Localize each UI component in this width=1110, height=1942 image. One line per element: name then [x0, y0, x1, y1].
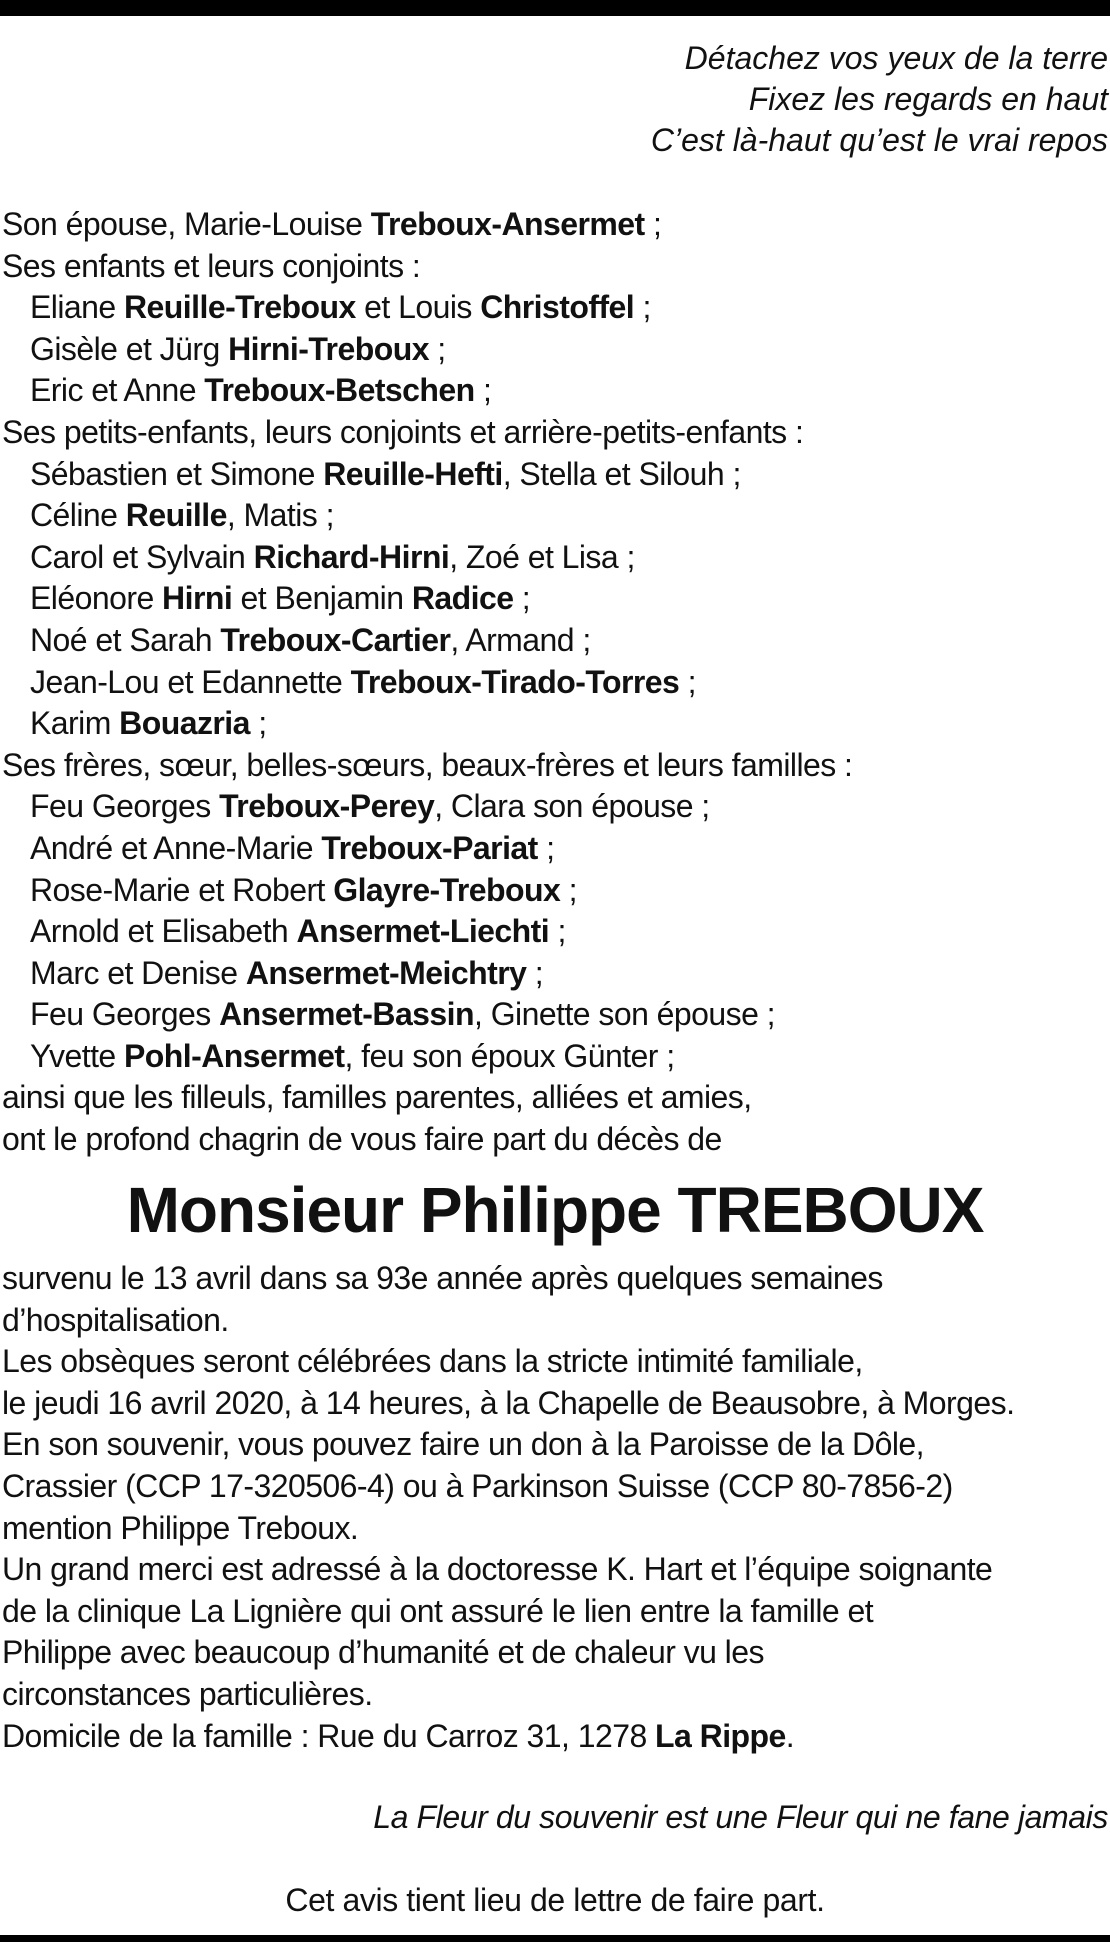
surname: Ansermet-Bassin [219, 996, 475, 1033]
surname: Reuille [125, 497, 227, 534]
deceased-name: Monsieur Philippe TREBOUX [126, 1174, 984, 1246]
surname: Treboux-Tirado-Torres [350, 663, 680, 700]
family-entry: Feu Georges Treboux-Perey, Clara son épouse ; [30, 788, 710, 825]
details-line: le jeudi 16 avril 2020, à 14 heures, à la Chapelle de Beausobre, à Morges. [2, 1384, 1015, 1421]
family-entry: Eric et Anne Treboux-Betschen ; [30, 372, 492, 409]
spouse-line: Son épouse, Marie-Louise Treboux-Ansermet ; [2, 206, 662, 242]
family-entry: Jean-Lou et Edannette Treboux-Tirado-Torres ; [30, 663, 696, 700]
details-line: mention Philippe Treboux. [2, 1509, 359, 1546]
details-line: Les obsèques seront célébrées dans la stricte intimité familiale, [2, 1343, 863, 1380]
details-line: circonstances particulières. [2, 1675, 373, 1712]
surname: Treboux-Perey [219, 788, 435, 825]
surname: Radice [411, 580, 514, 617]
family-entry: Carol et Sylvain Richard-Hirni, Zoé et Lisa ; [30, 538, 635, 575]
family-entry: Eléonore Hirni et Benjamin Radice ; [30, 580, 531, 617]
place-name: La Rippe [655, 1717, 786, 1754]
closing-quote: La Fleur du souvenir est une Fleur qui ne fane jamais [373, 1799, 1108, 1835]
surname: Treboux-Betschen [204, 372, 475, 409]
poem-line: Détachez vos yeux de la terre [684, 40, 1108, 76]
details-line: Philippe avec beaucoup d’humanité et de chaleur vu les [2, 1634, 764, 1671]
family-entry: Noé et Sarah Treboux-Cartier, Armand ; [30, 621, 591, 658]
details-line: Crassier (CCP 17-320506-4) ou à Parkinson Suisse (CCP 80-7856-2) [2, 1467, 953, 1504]
top-rule [0, 0, 1110, 16]
grandchildren-heading: Ses petits-enfants, leurs conjoints et arrière-petits-enfants : [2, 413, 804, 450]
siblings-heading: Ses frères, sœur, belles-sœurs, beaux-frères et leurs familles : [2, 746, 853, 783]
closing-line: ainsi que les filleuls, familles parentes, alliées et amies, [2, 1079, 752, 1116]
poem-line: Fixez les regards en haut [748, 81, 1108, 117]
surname: Richard-Hirni [253, 538, 450, 575]
family-entry: Eliane Reuille-Treboux et Louis Christoffel ; [30, 289, 651, 326]
notice-text: Cet avis tient lieu de lettre de faire part. [285, 1882, 825, 1918]
family-entry: André et Anne-Marie Treboux-Pariat ; [30, 829, 555, 866]
surname: Ansermet-Meichtry [245, 954, 527, 991]
surname: Treboux-Cartier [220, 621, 451, 658]
children-heading: Ses enfants et leurs conjoints : [2, 247, 421, 284]
family-entry: Céline Reuille, Matis ; [30, 497, 334, 534]
poem-line: C’est là-haut qu’est le vrai repos [650, 122, 1108, 158]
family-list [2, 204, 1102, 1161]
details-line: de la clinique La Lignière qui ont assuré le lien entre la famille et [2, 1592, 874, 1629]
family-entry: Rose-Marie et Robert Glayre-Treboux ; [30, 871, 577, 908]
domicile-line: Domicile de la famille : Rue du Carroz 31, 1278 La Rippe. [2, 1717, 795, 1754]
family-entry: Yvette Pohl-Ansermet, feu son époux Günter ; [30, 1037, 675, 1074]
bottom-rule [0, 1935, 1110, 1942]
surname: Reuille-Hefti [323, 455, 503, 492]
family-entry: Feu Georges Ansermet-Bassin, Ginette son épouse ; [30, 996, 776, 1033]
details-line: d’hospitalisation. [2, 1301, 229, 1338]
details-line: survenu le 13 avril dans sa 93e année après quelques semaines [2, 1260, 883, 1296]
details-text [2, 1258, 1102, 1757]
family-entry: Arnold et Elisabeth Ansermet-Liechti ; [30, 913, 566, 950]
surname: Pohl-Ansermet [124, 1037, 345, 1074]
surname: Ansermet-Liechti [296, 913, 550, 950]
surname: Hirni [162, 580, 233, 617]
family-entry: Marc et Denise Ansermet-Meichtry ; [30, 954, 544, 991]
poem [8, 38, 1108, 161]
family-entry: Karim Bouazria ; [30, 705, 267, 742]
surname: Hirni-Treboux [228, 330, 429, 367]
surname: Reuille-Treboux [124, 289, 356, 326]
family-entry: Sébastien et Simone Reuille-Hefti, Stella et Silouh ; [30, 455, 741, 492]
surname: Bouazria [119, 705, 250, 742]
surname: Treboux-Pariat [321, 829, 538, 866]
family-entry: Gisèle et Jürg Hirni-Treboux ; [30, 330, 446, 367]
surname: Christoffel [480, 289, 635, 326]
details-line: Un grand merci est adressé à la doctoresse K. Hart et l’équipe soignante [2, 1551, 993, 1588]
surname: Treboux-Ansermet [370, 206, 645, 242]
surname: Glayre-Treboux [333, 871, 561, 908]
details-line: En son souvenir, vous pouvez faire un don à la Paroisse de la Dôle, [2, 1426, 924, 1463]
closing-line: ont le profond chagrin de vous faire part du décès de [2, 1121, 722, 1158]
